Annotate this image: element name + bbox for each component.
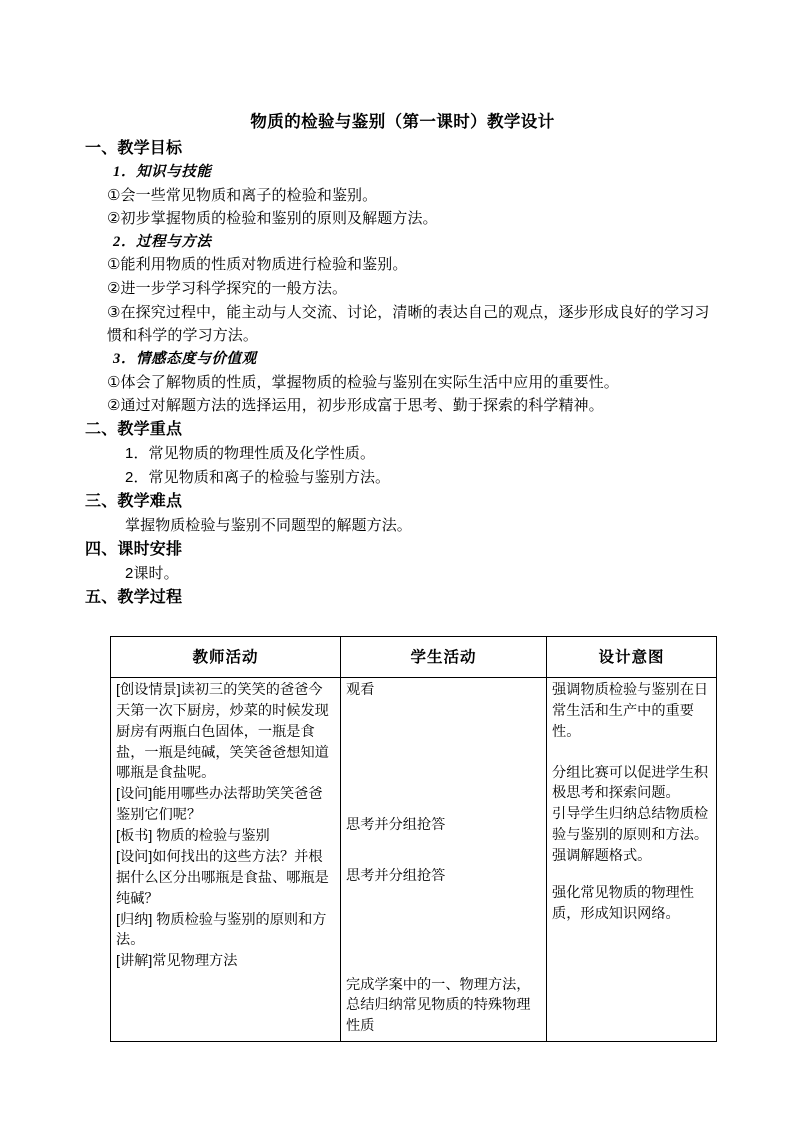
intent-block-answer-format: 强调解题格式。 [552, 848, 652, 865]
teacher-block-situation: [创设情景]读初三的笑笑的爸爸今天第一次下厨房，炒菜的时候发现厨房有两瓶白色固体，一瓶是食盐，一瓶是纯碱，笑笑爸爸想知道哪瓶是食盐呢。 [116, 681, 329, 782]
table-header-student-activity: 学生活动 [341, 636, 547, 677]
heading-class-schedule: 四、课时安排 [85, 540, 183, 558]
student-spacer-1 [346, 701, 541, 815]
key-point-item-1: 1．常见物质的物理性质及化学性质。 [125, 445, 376, 463]
intent-block-guide-summary: 引导学生归纳总结物质检验与鉴别的原则和方法。 [552, 806, 709, 844]
objective-process-item-3: ③在探究过程中，能主动与人交流、讨论，清晰的表达自己的观点，逐步形成良好的学习习惯和科学的学习方法。 [107, 303, 710, 345]
student-block-watch: 观看 [346, 681, 375, 698]
teacher-block-explanation: [讲解]常见物理方法 [116, 953, 238, 970]
subheading-attitude-values: 3．情感态度与价值观 [113, 351, 257, 368]
student-block-think-answer-1: 思考并分组抢答 [346, 816, 446, 833]
objective-attitude-item-1: ①体会了解物质的性质，掌握物质的检验与鉴别在实际生活中应用的重要性。 [107, 373, 619, 391]
intent-block-knowledge-network: 强化常见物质的物理性质，形成知识网络。 [552, 884, 694, 922]
student-spacer-2 [346, 836, 541, 866]
table-header-row [111, 636, 717, 677]
difficulty-item-1: 掌握物质检验与鉴别不同题型的解题方法。 [125, 516, 412, 534]
intent-spacer-2 [552, 867, 711, 883]
cell-design-intent [547, 677, 717, 1041]
teacher-block-question-1: [设问]能用哪些办法帮助笑笑爸爸鉴别它们呢？ [116, 786, 323, 824]
objective-process-item-1: ①能利用物质的性质对物质进行检验和鉴别。 [107, 256, 408, 274]
objective-knowledge-item-1: ①会一些常见物质和离子的检验和鉴别。 [107, 186, 378, 204]
teaching-process-table-wrapper [85, 636, 720, 1042]
table-row [111, 677, 717, 1041]
teacher-block-board-writing: [板书] 物质的检验与鉴别 [116, 828, 270, 845]
table-header-design-intent: 设计意图 [547, 636, 717, 677]
cell-teacher-activity [111, 677, 341, 1041]
student-block-think-answer-2: 思考并分组抢答 [346, 867, 446, 884]
teaching-process-table [110, 636, 717, 1042]
teacher-block-summary: [归纳] 物质检验与鉴别的原则和方法。 [116, 911, 327, 949]
student-block-worksheet: 完成学案中的一、物理方法，总结归纳常见物质的特殊物理性质 [346, 976, 531, 1035]
student-spacer-3 [346, 887, 541, 975]
objective-knowledge-item-2: ②初步掌握物质的检验和鉴别的原则及解题方法。 [107, 210, 438, 228]
intent-spacer-1 [552, 743, 711, 763]
subheading-knowledge-skills: 1．知识与技能 [113, 164, 212, 181]
key-point-item-2: 2．常见物质和离子的检验与鉴别方法。 [125, 468, 391, 486]
page-title: 物质的检验与鉴别（第一课时）教学设计 [250, 113, 555, 131]
heading-difficulties: 三、教学难点 [85, 492, 183, 510]
teacher-block-question-2: [设问]如何找出的这些方法？并根据什么区分出哪瓶是食盐、哪瓶是纯碱？ [116, 848, 329, 907]
objective-attitude-item-2: ②通过对解题方法的选择运用，初步形成富于思考、勤于探索的科学精神。 [107, 397, 604, 415]
intent-block-group-competition: 分组比赛可以促进学生积极思考和探索问题。 [552, 764, 709, 802]
objective-process-item-2: ②进一步学习科学探究的一般方法。 [107, 280, 348, 298]
subheading-process-methods: 2．过程与方法 [113, 233, 212, 250]
heading-teaching-objectives: 一、教学目标 [85, 139, 183, 157]
heading-key-points: 二、教学重点 [85, 420, 183, 438]
cell-student-activity [341, 677, 547, 1041]
table-body [111, 677, 717, 1041]
table-header-teacher-activity: 教师活动 [111, 636, 341, 677]
intent-block-importance: 强调物质检验与鉴别在日常生活和生产中的重要性。 [552, 681, 709, 740]
schedule-item-1: 2课时。 [125, 564, 179, 582]
heading-teaching-process: 五、教学过程 [85, 588, 183, 606]
table-head [111, 636, 717, 677]
